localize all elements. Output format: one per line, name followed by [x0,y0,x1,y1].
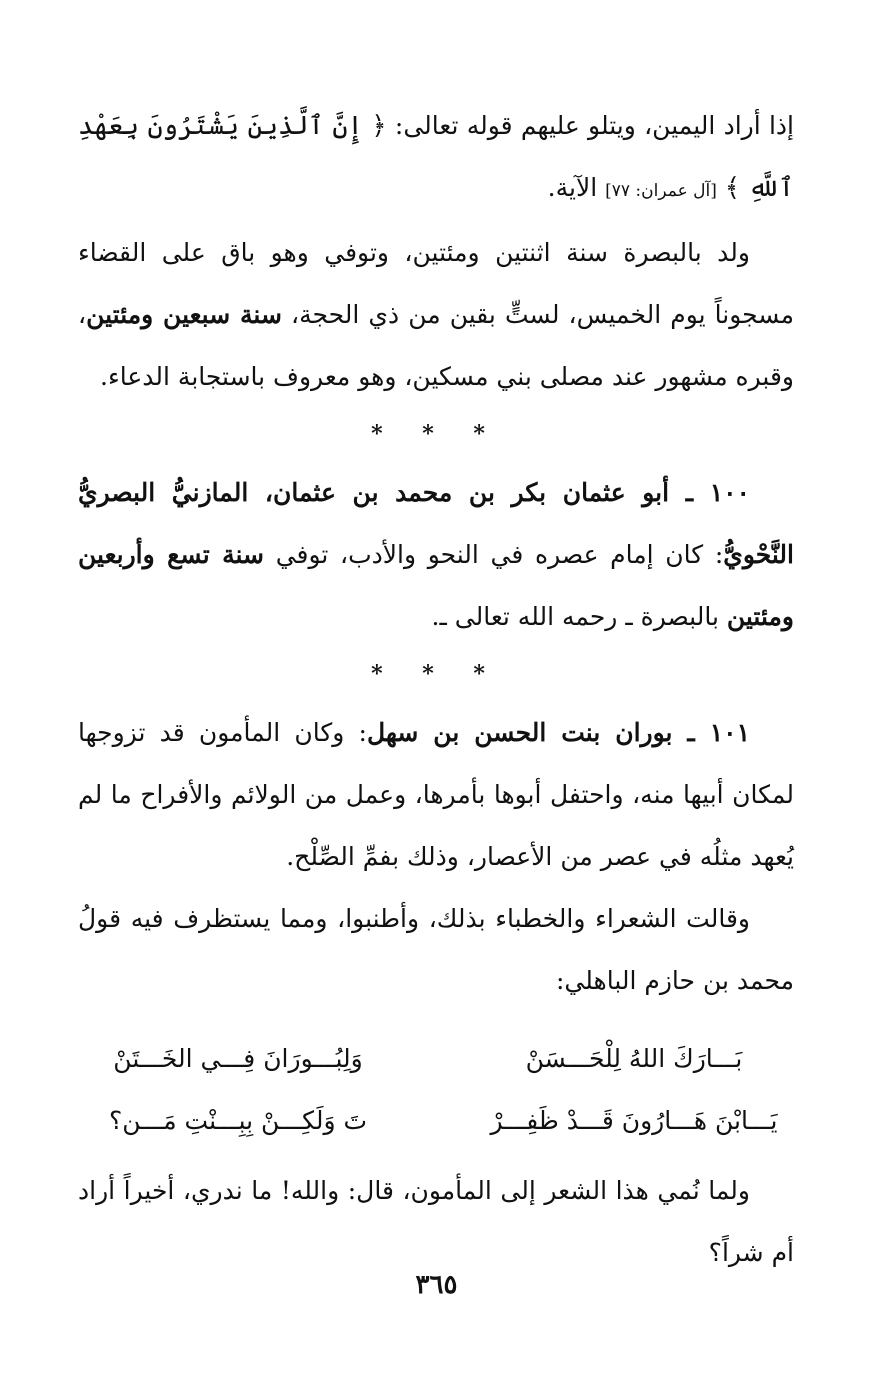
entry-text: : وكان المأمون قد تزوجها لمكان أبيها منه، واحتفل أبوها بأمرها، وعمل من الولائم والأفراح ما لم يُعهد مثلُه في عصر من الأعصار، وذلك بفمِّ الصِّلْح. [78,718,794,871]
entry-101 [78,702,794,888]
bold-date: سنة سبعين ومئتين [86,300,282,329]
paragraph-quran-verse [78,95,794,222]
paragraph-tail: ، وقبره مشهور عند مصلى بني مسكين، وهو معروف باستجابة الدعاء. [78,300,794,391]
paragraph-closing: ولما نُمي هذا الشعر إلى المأمون، قال: والله! ما ندري، أخيراً أراد أم شراً؟ [78,1176,794,1267]
page-body [78,95,794,1284]
verse-second-hemistich: وَلِبُـــورَانَ فِـــي الخَـــتَنْ [113,1044,363,1073]
entry-text: بالبصرة ـ رحمه الله تعالى ـ. [431,602,727,631]
poem-verse [78,1028,794,1090]
quran-reference: [آل عمران: ٧٧] [605,181,717,201]
paragraph-text: إذا أراد اليمين، ويتلو عليهم قوله تعالى: [386,111,794,140]
paragraph-text: ولد بالبصرة سنة اثنتين ومئتين، وتوفي وهو باق على القضاء مسجوناً يوم الخميس، لستٍّ بقين من ذي الحجة، [78,238,795,329]
entry-text: : كان إمام عصره في النحو والأدب، توفي [264,540,724,569]
paragraph-poets: وقالت الشعراء والخطباء بذلك، وأطنبوا، ومما يستظرف فيه قولُ محمد بن حازم الباهلي: [78,904,794,995]
bold-date: سنة تسع وأربعين ومئتين [78,540,794,631]
section-separator: * * * [371,421,501,447]
poem-verse [78,1090,794,1152]
quran-quote: ﴿ إِنَّ ٱلَّذِينَ يَشْتَرُونَ بِعَهْدِ ٱللَّهِ ﴾ [78,111,794,203]
verse-second-hemistich: تَ وَلَكِـــنْ بِبِـــنْتِ مَـــن؟ [108,1106,368,1135]
verse-first-hemistich: يَـــابْنَ هَـــارُونَ قَـــدْ ظَفِـــرْ [490,1106,778,1135]
entry-heading: ١٠٠ ـ أبو عثمان بكر بن محمد بن عثمان، المازنيُّ البصريُّ النَّحْويُّ [78,478,794,569]
poem [78,1028,794,1152]
paragraph-birth-death [78,222,794,408]
entry-heading: ١٠١ ـ بوران بنت الحسن بن سهل [366,718,751,747]
paragraph-tail: الآية. [547,173,598,202]
section-separator: * * * [371,661,501,687]
verse-first-hemistich: بَـــارَكَ اللهُ لِلْحَـــسَنْ [525,1044,743,1073]
page-number: ٣٦٥ [415,1270,458,1300]
entry-100 [78,462,794,648]
